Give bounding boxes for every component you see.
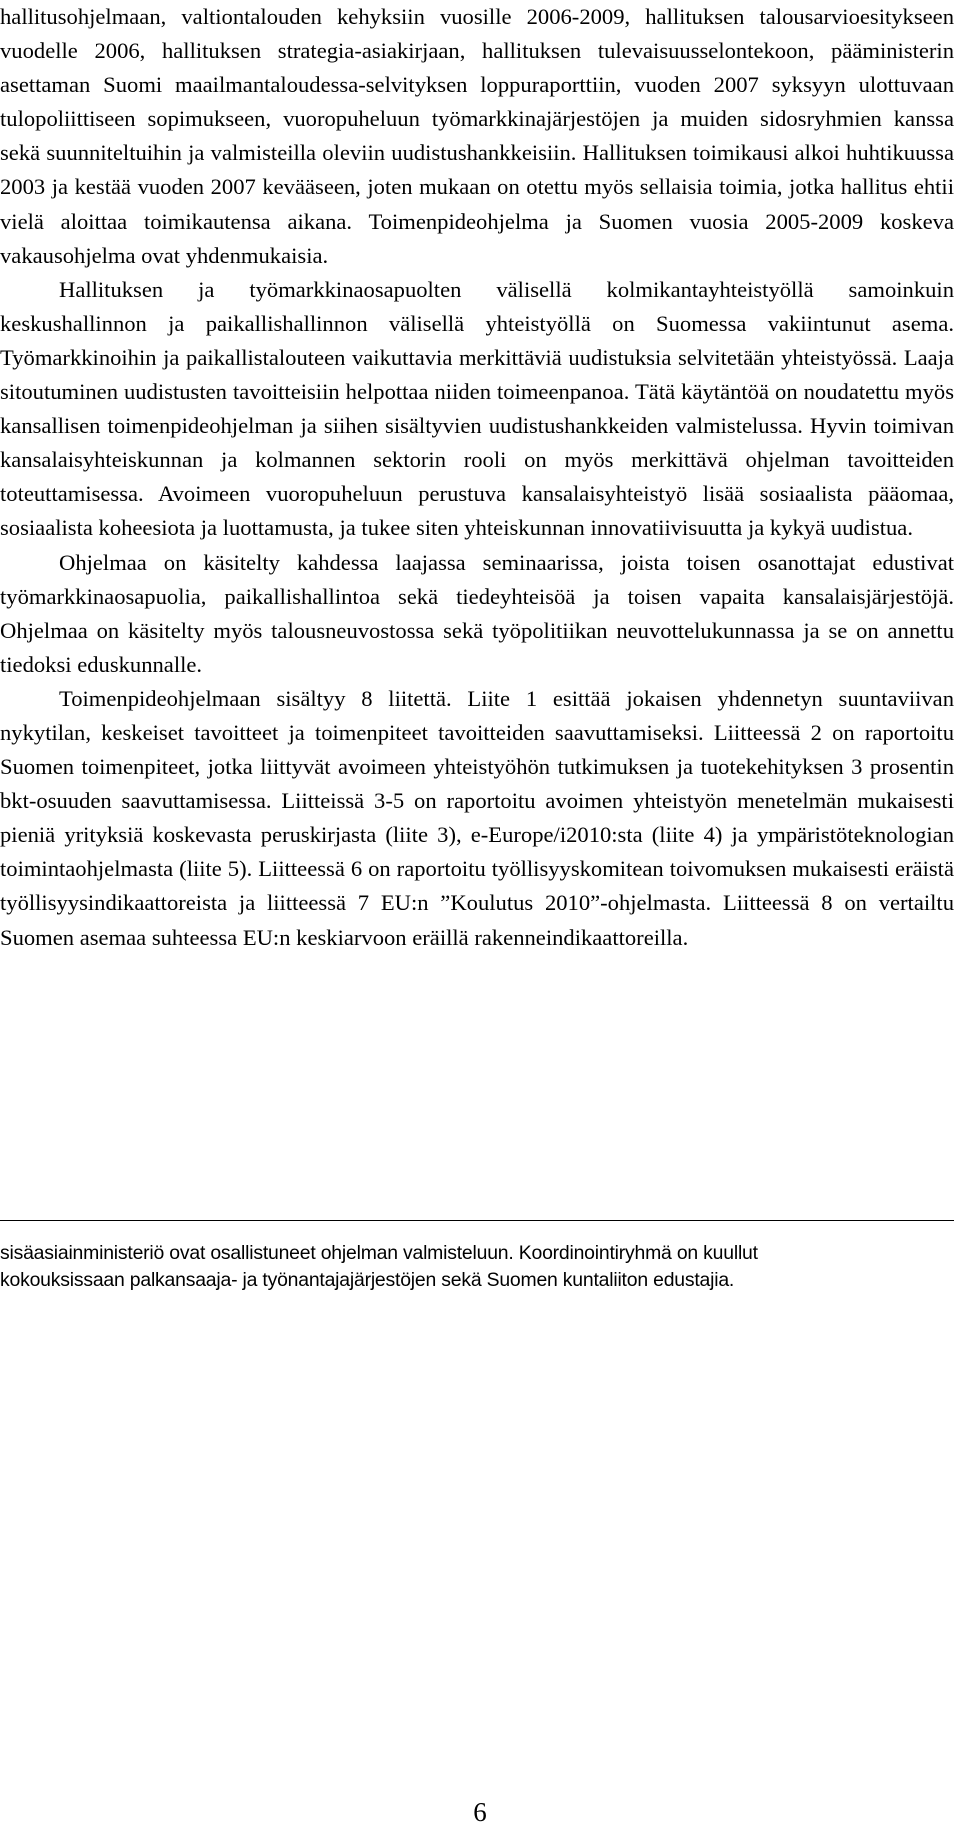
paragraph-continuation: hallitusohjelmaan, valtiontalouden kehyksiin vuosille 2006-2009, hallituksen talousarvioesitykseen vuodelle 2006, hallituksen strategia-asiakirjaan, hallituksen tulevaisuusselontekoon, pääministerin asettaman Suomi maailmantaloudessa-selvityksen loppuraporttiin, vuoden 2007 syksyyn ulottuvaan tulopoliittiseen sopimukseen, vuoropuheluun työmarkkinajärjestöjen ja muiden sidosryhmien kanssa sekä suunniteltuihin ja valmisteilla oleviin uudistushankkeisiin. Hallituksen toimikausi alkoi huhtikuussa 2003 ja kestää vuoden 2007 kevääseen, joten mukaan on otettu myös sellaisia toimia, jotka hallitus ehtii vielä aloittaa toimikautensa aikana. Toimenpideohjelma ja Suomen vuosia 2005-2009 koskeva vakausohjelma ovat yhdenmukaisia. (0, 4, 954, 268)
page-number: 6 (473, 1797, 487, 1827)
paragraph-cooperation: Hallituksen ja työmarkkinaosapuolten välisellä kolmikantayhteistyöllä samoinkuin keskushallinnon ja paikallishallinnon välisellä yhteistyöllä on Suomessa vakiintunut asema. Työmarkkinoihin ja paikallistalouteen vaikuttavia merkittäviä uudistuksia selvitetään yhteistyössä. Laaja sitoutuminen uudistusten tavoitteisiin helpottaa niiden toimeenpanoa. Tätä käytäntöä on noudatettu myös kansallisen toimenpideohjelman ja siihen sisältyvien uudistushankkeiden valmistelussa. Hyvin toimivan kansalaisyhteiskunnan ja kolmannen sektorin rooli on myös merkittävä ohjelman tavoitteiden toteuttamisessa. Avoimeen vuoropuheluun perustuva kansalaisyhteistyö lisää sosiaalista pääomaa, sosiaalista koheesiota ja luottamusta, ja tukee siten yhteiskunnan innovatiivisuutta ja kykyä uudistua. (0, 276, 954, 541)
footnote (0, 1240, 880, 1294)
footnote-separator (0, 1220, 954, 1221)
paragraph-annexes: Toimenpideohjelmaan sisältyy 8 liitettä. Liite 1 esittää jokaisen yhdennetyn suuntaviivan nykytilan, keskeiset tavoitteet ja toimenpiteet tavoitteiden saavuttamiseksi. Liitteessä 2 on raportoitu Suomen toimenpiteet, jotka liittyvät avoimeen yhteistyöhön tutkimuksen ja tuotekehityksen 3 prosentin bkt-osuuden saavuttamisessa. Liitteissä 3-5 on raportoitu avoimen yhteistyön menetelmän mukaisesti pieniä yrityksiä koskevasta peruskirjasta (liite 3), e-Europe/i2010:sta (liite 4) ja ympäristöteknologian toimintaohjelmasta (liite 5). Liitteessä 6 on raportoitu työllisyyskomitean toivomuksen mukaisesti eräistä työllisyysindikaattoreista ja liitteessä 7 EU:n ”Koulutus 2010”-ohjelmasta. Liitteessä 8 on vertailtu Suomen asemaa suhteessa EU:n keskiarvoon eräillä rakenneindikaattoreilla. (0, 685, 954, 950)
footnote-text: sisäasiainministeriö ovat osallistuneet ohjelman valmisteluun. Koordinointiryhmä on kuullut kokouksissaan palkansaaja- ja työnantajajärjestöjen sekä Suomen kuntaliiton edustajia. (0, 1242, 758, 1291)
paragraph-seminars: Ohjelmaa on käsitelty kahdessa laajassa seminaarissa, joista toisen osanottajat edustivat työmarkkinaosapuolia, paikallishallintoa sekä tiedeyhteisöä ja toisen vapaita kansalaisjärjestöjä. Ohjelmaa on käsitelty myös talousneuvostossa sekä työpolitiikan neuvottelukunnassa ja se on annettu tiedoksi eduskunnalle. (0, 549, 954, 677)
